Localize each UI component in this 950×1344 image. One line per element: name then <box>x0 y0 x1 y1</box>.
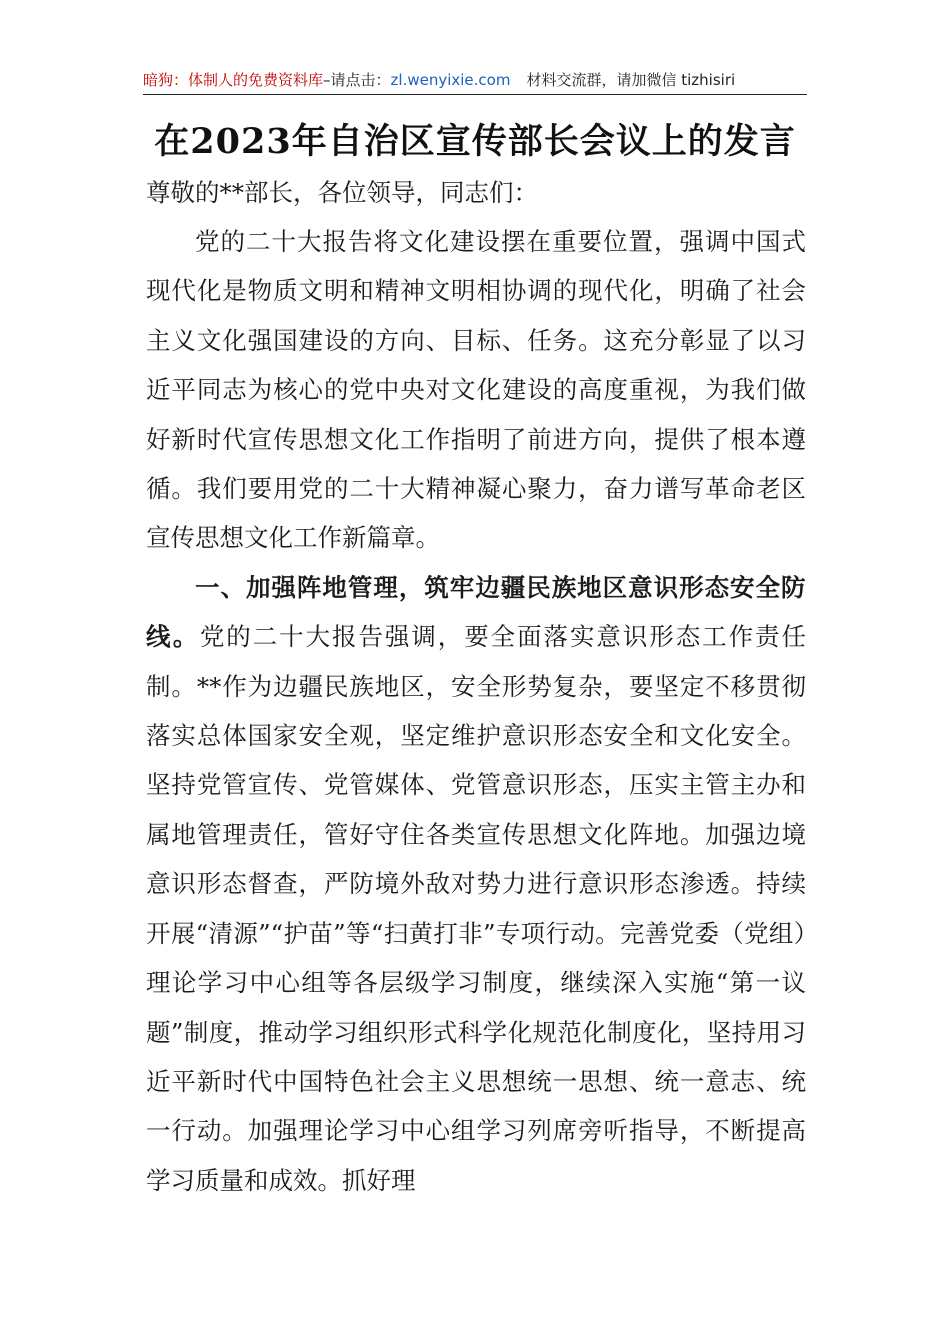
intro-paragraph: 党的二十大报告将文化建设摆在重要位置，强调中国式现代化是物质文明和精神文明相协调的现代化，明确了社会主义文化强国建设的方向、目标、任务。这充分彰显了以习近平同志为核心的党中央对文化建设的高度重视，为我们做好新时代宣传思想文化工作指明了前进方向，提供了根本遵循。我们要用党的二十大精神凝心聚力，奋力谱写革命老区宣传思想文化工作新篇章。 <box>146 227 806 553</box>
page-header <box>143 68 807 95</box>
group-info: 材料交流群，请加微信 tizhisiri <box>526 71 736 89</box>
site-name: 暗狗：体制人的免费资料库 <box>143 71 324 89</box>
click-prompt: –请点击： <box>323 71 391 89</box>
salutation: 尊敬的**部长，各位领导，同志们： <box>146 178 538 207</box>
document-title: 在2023年自治区宣传部长会议上的发言 <box>154 121 796 162</box>
site-link[interactable]: zl.wenyixie.com <box>390 71 511 89</box>
section-1-body: 党的二十大报告强调，要全面落实意识形态工作责任制。**作为边疆民族地区，安全形势复杂，要坚定不移贯彻落实总体国家安全观，坚定维护意识形态安全和文化安全。坚持党管宣传、党管媒体、党管意识形态，压实主管主办和属地管理责任，管好守住各类宣传思想文化阵地。加强边境意识形态督查，严防境外敌对势力进行意识形态渗透。持续开展“清源”“护苗”等“扫黄打非”专项行动。完善党委（党组）理论学习中心组等各层级学习制度，继续深入实施“第一议题”制度，推动学习组织形式科学化规范化制度化，坚持用习近平新时代中国特色社会主义思想统一思想、统一意志、统一行动。加强理论学习中心组学习列席旁听指导，不断提高学习质量和成效。抓好理 <box>146 622 806 1195</box>
document-body <box>146 168 806 1205</box>
section-1-heading: 一、加强阵地管理，筑牢边疆民族地区意识形态安全防线。 <box>146 572 806 652</box>
section-1-paragraph <box>146 563 806 1205</box>
